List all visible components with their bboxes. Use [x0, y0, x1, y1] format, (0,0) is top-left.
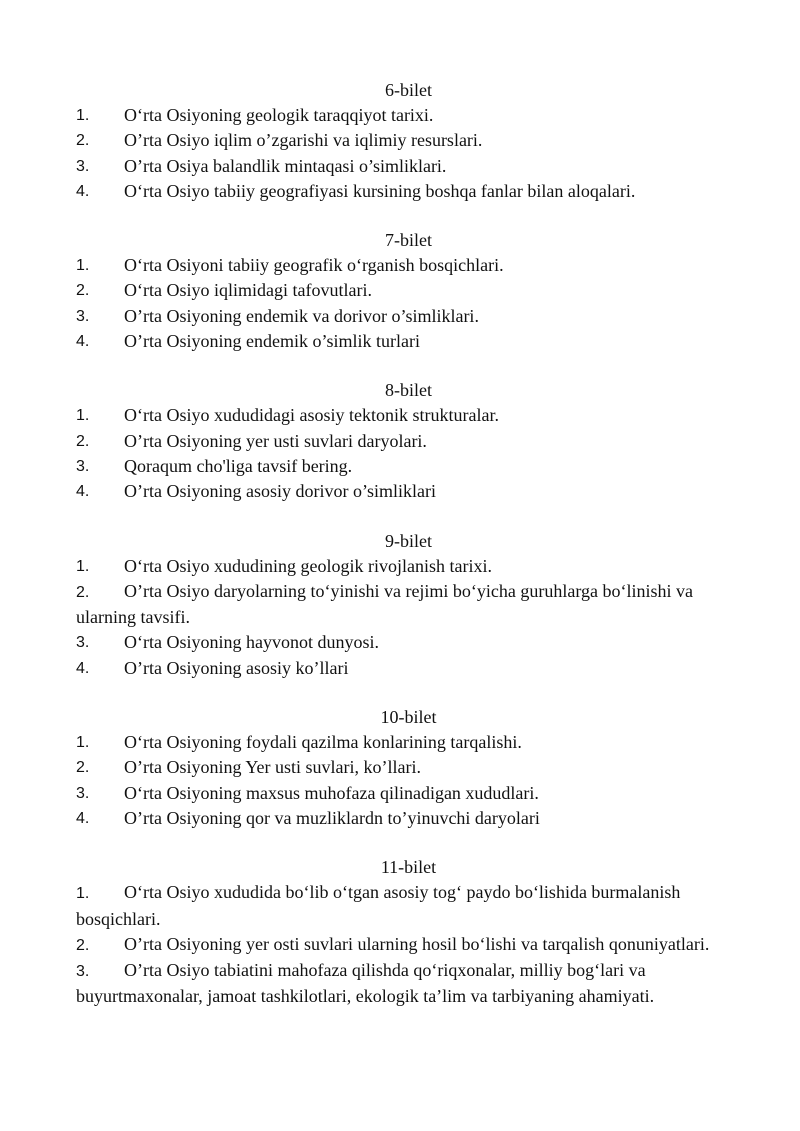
ticket-11 [76, 855, 738, 1009]
question-number: 1. [76, 107, 90, 124]
question-number: 4. [76, 659, 90, 677]
question-number: 4. [76, 809, 90, 827]
question-number: 3. [76, 457, 90, 475]
question-text: O’rta Osiyoning yer osti suvlari ularning hosil bo‘lishi va tarqalish qonuniyatlari. [124, 933, 710, 954]
ticket-10 [76, 705, 738, 831]
question-number: 3. [76, 784, 90, 802]
question-number: 1. [76, 257, 90, 275]
question-item [76, 781, 738, 806]
question-number: 2. [76, 282, 90, 300]
question-item [76, 656, 738, 681]
question-text: Qoraqum cho'liga tavsif bering. [124, 455, 353, 476]
question-item [76, 755, 738, 780]
question-item [76, 730, 738, 755]
ticket-6 [76, 78, 738, 204]
question-text: O’rta Osiyo daryolarning to‘yinishi va rejimi bo‘yicha guruhlarga bo‘linishi va ularning tavsifi. [76, 580, 694, 628]
question-number: 1. [76, 734, 90, 752]
question-text: O’rta Osiyo iqlim o’zgarishi va iqlimiy resurslari. [124, 130, 483, 151]
question-text: O‘rta Osiyoning foydali qazilma konlarining tarqalishi. [124, 732, 522, 753]
question-item [76, 103, 738, 128]
question-item [76, 958, 738, 1010]
ticket-7 [76, 228, 738, 354]
question-item [76, 403, 738, 428]
question-item [76, 329, 738, 354]
question-item [76, 554, 738, 579]
question-item [76, 806, 738, 831]
ticket-9 [76, 529, 738, 681]
question-text: O‘rta Osiyo xududidagi asosiy tektonik strukturalar. [124, 405, 499, 426]
question-number: 2. [76, 132, 90, 150]
question-text: O‘rta Osiyoni tabiiy geografik o‘rganish bosqichlari. [124, 255, 504, 276]
question-text: O’rta Osiyoning endemik va dorivor o’simliklari. [124, 305, 479, 326]
question-text: O’rta Osiyoning endemik o’simlik turlari [124, 331, 420, 352]
question-item [76, 880, 738, 932]
question-number: 2. [76, 432, 90, 450]
question-number: 1. [76, 885, 90, 903]
question-text: O‘rta Osiyoning hayvonot dunyosi. [124, 632, 379, 653]
document-page [76, 78, 738, 1010]
ticket-title: 8-bilet [385, 380, 432, 401]
question-text: O’rta Osiyoning asosiy ko’llari [124, 657, 349, 678]
question-text: O‘rta Osiyoning maxsus muhofaza qilinadigan xududlari. [124, 782, 539, 803]
question-text: O‘rta Osiyo iqlimidagi tafovutlari. [124, 280, 372, 301]
ticket-title: 7-bilet [385, 230, 432, 251]
question-item [76, 278, 738, 303]
question-number: 4. [76, 483, 90, 501]
question-text: O‘rta Osiyoning geologik taraqqiyot tarixi. [124, 105, 434, 125]
ticket-title: 11-bilet [380, 857, 437, 878]
question-text: O’rta Osiya balandlik mintaqasi o’simliklari. [124, 155, 447, 176]
question-item [76, 630, 738, 655]
question-text: O‘rta Osiyo xududining geologik rivojlanish tarixi. [124, 555, 492, 576]
question-number: 3. [76, 963, 90, 981]
question-number: 3. [76, 307, 90, 325]
question-item [76, 154, 738, 179]
question-text: O‘rta Osiyo xududida bo‘lib o‘tgan asosiy tog‘ paydo bo‘lishida burmalanish bosqichlari. [76, 882, 681, 929]
question-item [76, 304, 738, 329]
question-item [76, 128, 738, 153]
question-text: O’rta Osiyoning qor va muzliklardn to’yinuvchi daryolari [124, 807, 540, 828]
ticket-title: 6-bilet [385, 80, 432, 100]
question-text: O’rta Osiyoning yer usti suvlari daryolari. [124, 430, 427, 451]
question-number: 2. [76, 583, 90, 601]
question-item [76, 179, 738, 204]
question-number: 2. [76, 936, 90, 954]
question-item [76, 454, 738, 479]
ticket-8 [76, 378, 738, 504]
question-text: O’rta Osiyoning asosiy dorivor o’simliklari [124, 481, 436, 502]
question-number: 3. [76, 634, 90, 652]
question-item [76, 932, 738, 958]
question-text: O’rta Osiyoning Yer usti suvlari, ko’llari. [124, 757, 421, 778]
question-number: 3. [76, 157, 90, 175]
question-item [76, 579, 738, 631]
question-item [76, 479, 738, 504]
ticket-title: 9-bilet [385, 530, 432, 551]
question-number: 2. [76, 759, 90, 777]
question-number: 4. [76, 333, 90, 351]
question-number: 1. [76, 557, 90, 575]
question-text: O‘rta Osiyo tabiiy geografiyasi kursining boshqa fanlar bilan aloqalari. [124, 180, 636, 201]
question-item [76, 429, 738, 454]
question-text: O’rta Osiyo tabiatini mahofaza qilishda qo‘riqxonalar, milliy bog‘lari va buyurtmaxonalar, jamoat tashkilotlari, ekologik ta’lim va tarbiyaning ahamiyati. [76, 960, 655, 1007]
question-number: 1. [76, 407, 90, 425]
ticket-title: 10-bilet [380, 707, 437, 728]
question-number: 4. [76, 182, 90, 200]
question-item [76, 253, 738, 278]
